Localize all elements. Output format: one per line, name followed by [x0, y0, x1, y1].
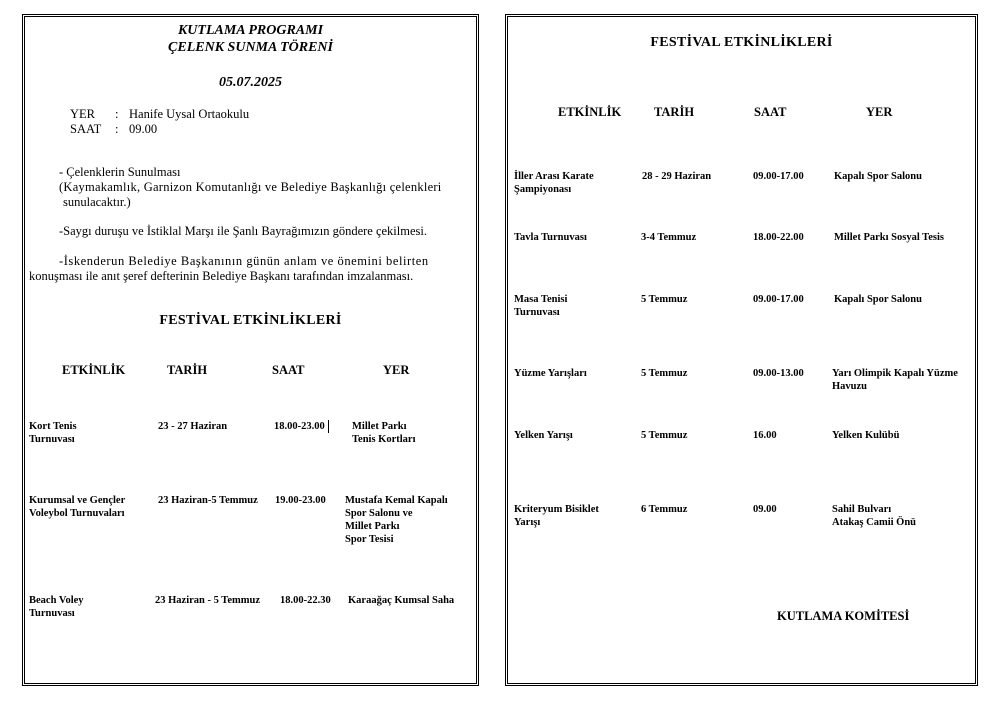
ceremony-title: ÇELENK SUNMA TÖRENİ [168, 40, 333, 55]
item1-line3: sunulacaktır.) [63, 195, 131, 209]
left-row-time: 18.00-23.00 [274, 420, 329, 433]
right-row-place: Kapalı Spor Salonu [834, 171, 922, 182]
right-row-place: Kapalı Spor Salonu [834, 294, 922, 305]
right-row-date: 3-4 Temmuz [641, 232, 697, 243]
right-row-time: 09.00 [753, 504, 777, 515]
right-row-event: Masa Tenisi Turnuvası [514, 294, 568, 318]
item1-line2: (Kaymakamlık, Garnizon Komutanlığı ve Belediye Başkanlığı çelenkleri [59, 180, 442, 194]
right-row-date: 6 Temmuz [641, 504, 688, 515]
right-page [505, 14, 978, 686]
left-row-event: Beach Voley Turnuvası [29, 595, 84, 619]
left-row-date: 23 Haziran - 5 Temmuz [155, 595, 260, 606]
left-row-date: 23 - 27 Haziran [158, 421, 228, 432]
time-sep: : [115, 122, 119, 136]
right-row-time: 09.00-13.00 [753, 368, 804, 379]
left-row-time: 18.00-22.30 [280, 595, 331, 606]
right-row-time: 09.00-17.00 [753, 171, 804, 182]
right-row-event: Yelken Yarışı [514, 430, 573, 441]
left-header-event: ETKİNLİK [62, 363, 126, 377]
right-row-event: Yüzme Yarışları [514, 368, 587, 379]
right-row-date: 28 - 29 Haziran [642, 171, 712, 182]
right-row-place: Sahil Bulvarı Atakaş Camii Önü [832, 504, 917, 528]
right-row-place: Yarı Olimpik Kapalı Yüzme Havuzu [832, 368, 958, 392]
left-row-place: Karaağaç Kumsal Saha [348, 595, 455, 606]
committee-signature: KUTLAMA KOMİTESİ [777, 609, 910, 623]
right-row-event: İller Arası Karate Şampiyonası [514, 171, 594, 195]
right-row-event: Kriteryum Bisiklet Yarışı [514, 504, 599, 528]
right-row-place: Millet Parkı Sosyal Tesis [834, 232, 944, 243]
right-row-date: 5 Temmuz [641, 368, 688, 379]
left-row-place: Mustafa Kemal Kapalı Spor Salonu ve Millet Parkı Spor Tesisi [345, 495, 448, 545]
left-row-date: 23 Haziran-5 Temmuz [158, 495, 258, 506]
right-row-date: 5 Temmuz [641, 294, 688, 305]
time-value: 09.00 [129, 122, 158, 136]
time-label: SAAT [70, 122, 102, 136]
left-row-place: Millet Parkı Tenis Kortları [352, 421, 416, 445]
right-row-time: 16.00 [753, 430, 777, 441]
right-row-date: 5 Temmuz [641, 430, 688, 441]
left-header-time: SAAT [272, 363, 305, 377]
place-value: Hanife Uysal Ortaokulu [129, 107, 250, 121]
right-row-place: Yelken Kulübü [832, 430, 900, 441]
item3-line1: -İskenderun Belediye Başkanının günün anlam ve önemini belirten [59, 254, 429, 268]
left-page [22, 14, 479, 686]
left-header-date: TARİH [167, 363, 208, 377]
place-sep: : [115, 107, 119, 121]
item2: -Saygı duruşu ve İstiklal Marşı ile Şanlı Bayrağımızın göndere çekilmesi. [59, 224, 427, 238]
program-title: KUTLAMA PROGRAMI [177, 23, 324, 38]
item1-line1: - Çelenklerin Sunulması [59, 165, 181, 179]
left-header-place: YER [383, 363, 410, 377]
left-row-event: Kurumsal ve Gençler Voleybol Turnuvaları [29, 495, 126, 519]
right-row-time: 09.00-17.00 [753, 294, 804, 305]
right-header-time: SAAT [754, 105, 787, 119]
left-row-event: Kort Tenis Turnuvası [29, 421, 77, 445]
right-header-place: YER [866, 105, 893, 119]
right-row-time: 18.00-22.00 [753, 232, 804, 243]
left-festival-title: FESTİVAL ETKİNLİKLERİ [159, 313, 342, 328]
right-header-event: ETKİNLİK [558, 105, 622, 119]
right-row-event: Tavla Turnuvası [514, 232, 587, 243]
left-row-time: 19.00-23.00 [275, 495, 326, 506]
right-header-date: TARİH [654, 105, 695, 119]
ceremony-date: 05.07.2025 [219, 75, 282, 90]
item3-line2: konuşması ile anıt şeref defterinin Belediye Başkanı tarafından imzalanması. [29, 269, 414, 283]
right-festival-title: FESTİVAL ETKİNLİKLERİ [650, 35, 833, 50]
place-label: YER [70, 107, 95, 121]
